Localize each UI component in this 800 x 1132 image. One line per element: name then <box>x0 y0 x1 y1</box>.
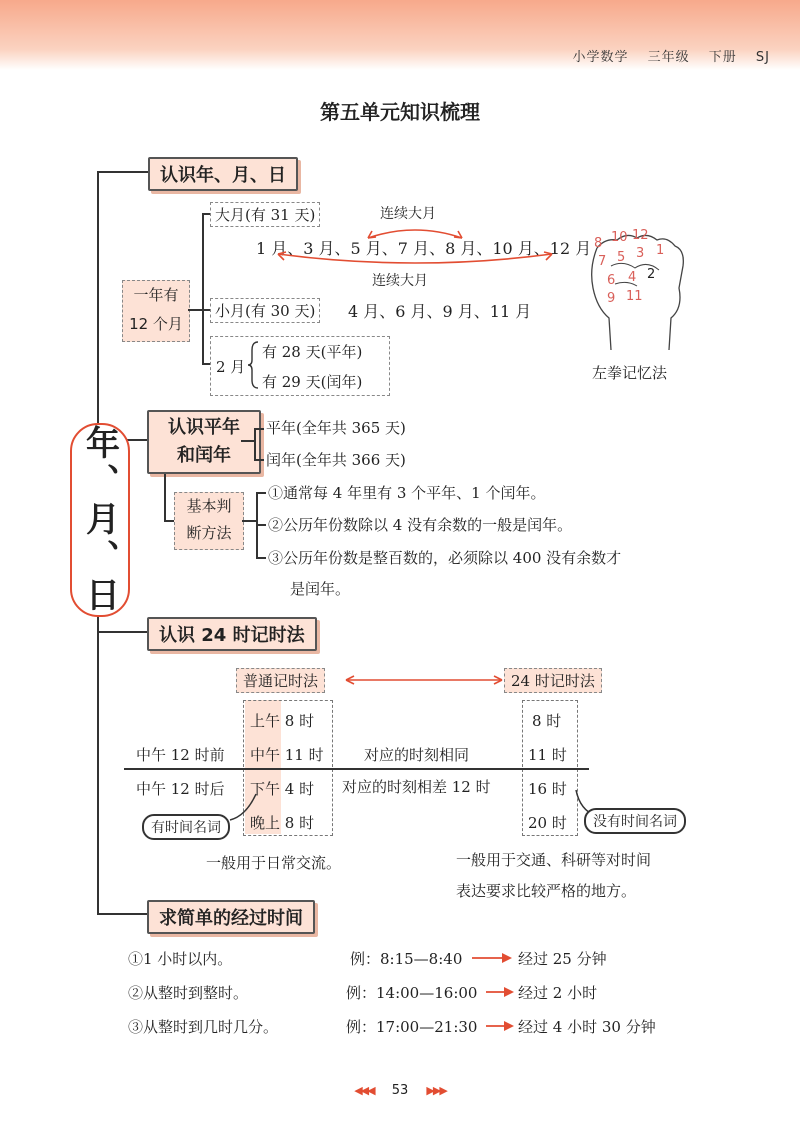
method-drop <box>164 474 166 520</box>
header-grade: 三年级 <box>647 50 690 65</box>
year-type-connector <box>241 440 254 442</box>
branch-4 <box>97 913 147 915</box>
section-3-tag: 认识 24 时记时法 <box>147 617 317 651</box>
elapsed-example-1: 例：8:15—8:40 <box>350 950 463 968</box>
small-month-label: 小月(有 30 天) <box>210 298 320 323</box>
normal-time-2: 中午 11 时 <box>250 746 324 764</box>
consecutive-top: 连续大月 <box>380 206 436 222</box>
diff-note: 对应的时刻相差 12 时 <box>342 778 491 796</box>
header-subject: 小学数学 <box>572 50 629 65</box>
section-2-tag <box>147 410 261 474</box>
method-label-box <box>174 492 244 550</box>
elapsed-arrow-2 <box>484 985 516 999</box>
consecutive-bottom-arrow <box>270 248 560 270</box>
h24-time-1: 8 时 <box>532 712 562 730</box>
rule-2: ②公历年份数除以 4 没有余数的一般是闰年。 <box>268 516 573 534</box>
prev-page-icon: ◀◀◀ <box>354 1084 374 1097</box>
normal-usage: 一般用于日常交流。 <box>206 854 342 872</box>
page-title: 第五单元知识梳理 <box>320 100 480 124</box>
no-time-noun-badge: 没有时间名词 <box>584 808 686 834</box>
elapsed-example-2: 例：14:00—16:00 <box>346 984 478 1002</box>
method-label-line2: 断方法 <box>186 524 232 542</box>
elapsed-arrow-3 <box>484 1019 516 1033</box>
spine-top <box>97 171 99 423</box>
same-note: 对应的时刻相同 <box>364 746 470 764</box>
fist-num-3: 3 <box>636 246 645 261</box>
h24-time-4: 20 时 <box>528 814 567 832</box>
elapsed-case-2: ②从整时到整时。 <box>128 984 249 1002</box>
elapsed-case-1: ①1 小时以内。 <box>128 950 233 968</box>
year-has-line1: 一年有 <box>133 286 179 304</box>
section-4-tag: 求简单的经过时间 <box>147 900 315 934</box>
fist-num-12: 12 <box>632 228 649 243</box>
header-volume: 下册 <box>708 50 737 65</box>
feb-brace <box>248 340 260 390</box>
rules-connector <box>242 520 256 522</box>
normal-time-1: 上午 8 时 <box>250 712 315 730</box>
months-bracket <box>202 213 204 363</box>
common-year: 平年(全年共 365 天) <box>266 419 406 437</box>
section-1-tag: 认识年、月、日 <box>148 157 298 191</box>
big-month-label: 大月(有 31 天) <box>210 202 320 227</box>
rule1-tick <box>256 492 266 494</box>
fist-num-10: 10 <box>611 230 628 245</box>
rule2-tick <box>256 524 266 526</box>
rule-1: ①通常每 4 年里有 3 个平年、1 个闰年。 <box>268 484 546 502</box>
noon-divider <box>124 768 589 770</box>
elapsed-example-3: 例：17:00—21:30 <box>346 1018 478 1036</box>
year-has-box <box>122 280 190 342</box>
feb-29: 有 29 天(闰年) <box>262 373 363 391</box>
big-months-list: 1 月、3 月、5 月、7 月、8 月、10 月、12 月 <box>256 239 592 258</box>
page-number: 53 <box>391 1083 409 1098</box>
rule3-tick <box>256 557 266 559</box>
next-page-icon: ▶▶▶ <box>426 1084 446 1097</box>
consecutive-bottom: 连续大月 <box>372 273 428 289</box>
before-noon: 中午 12 时前 <box>136 746 225 764</box>
fist-num-8: 8 <box>594 236 603 251</box>
fist-num-6: 6 <box>607 273 616 288</box>
after-noon: 中午 12 时后 <box>136 780 225 798</box>
section-2-tag-line2: 和闰年 <box>177 445 231 466</box>
year-has-line2: 12 个月 <box>129 315 183 333</box>
fist-num-9: 9 <box>607 291 616 306</box>
fist-num-2: 2 <box>647 267 656 282</box>
header-info <box>558 46 770 65</box>
year-type-bracket <box>254 428 256 460</box>
footer <box>0 1083 800 1098</box>
small-months-list: 4 月、6 月、9 月、11 月 <box>348 302 532 321</box>
common-year-tick <box>254 428 264 430</box>
method-connector <box>164 520 174 522</box>
h24-usage-2: 表达要求比较严格的地方。 <box>456 882 637 900</box>
small-month-tick <box>202 309 210 311</box>
branch-1 <box>97 171 149 173</box>
has-name-pointer <box>226 790 266 826</box>
h24-time-3: 16 时 <box>528 780 567 798</box>
months-connector <box>188 309 202 311</box>
elapsed-result-2: 经过 2 小时 <box>518 984 598 1002</box>
big-month-tick <box>202 213 210 215</box>
branch-3 <box>97 631 147 633</box>
normal-time-label: 普通记时法 <box>236 668 325 693</box>
method-label-line1: 基本判 <box>186 497 232 515</box>
rule-3b: 是闰年。 <box>290 580 351 598</box>
feb-28: 有 28 天(平年) <box>262 343 363 361</box>
h24-usage-1: 一般用于交通、科研等对时间 <box>456 851 652 869</box>
elapsed-result-1: 经过 25 分钟 <box>518 950 607 968</box>
feb-tick <box>202 363 210 365</box>
leap-year: 闰年(全年共 366 天) <box>266 451 406 469</box>
fist-num-7: 7 <box>598 254 607 269</box>
fist-num-4: 4 <box>628 270 637 285</box>
h24-time-2: 11 时 <box>528 746 567 764</box>
main-topic-oval <box>70 423 130 617</box>
time-systems-arrow <box>342 672 506 688</box>
rule-3a: ③公历年份数是整百数的，必须除以 400 没有余数才 <box>268 549 622 567</box>
normal-time-3: 下午 4 时 <box>250 780 315 798</box>
leap-year-tick <box>254 459 264 461</box>
elapsed-result-3: 经过 4 小时 30 分钟 <box>518 1018 656 1036</box>
elapsed-case-3: ③从整时到几时几分。 <box>128 1018 279 1036</box>
h24-time-label: 24 时记时法 <box>504 668 602 693</box>
normal-time-4: 晚上 8 时 <box>250 814 315 832</box>
section-2-tag-line1: 认识平年 <box>168 417 240 438</box>
fist-num-11: 11 <box>626 289 643 304</box>
feb-label: 2 月 <box>216 358 246 376</box>
fist-num-1: 1 <box>656 243 665 258</box>
main-topic: 年、月、日 <box>79 425 120 615</box>
header-edition: SJ <box>755 50 770 65</box>
fist-num-5: 5 <box>617 250 626 265</box>
fist-caption: 左拳记忆法 <box>592 364 668 382</box>
has-time-noun-badge: 有时间名词 <box>142 814 230 840</box>
spine-bottom <box>97 613 99 913</box>
elapsed-arrow-1 <box>470 951 514 965</box>
